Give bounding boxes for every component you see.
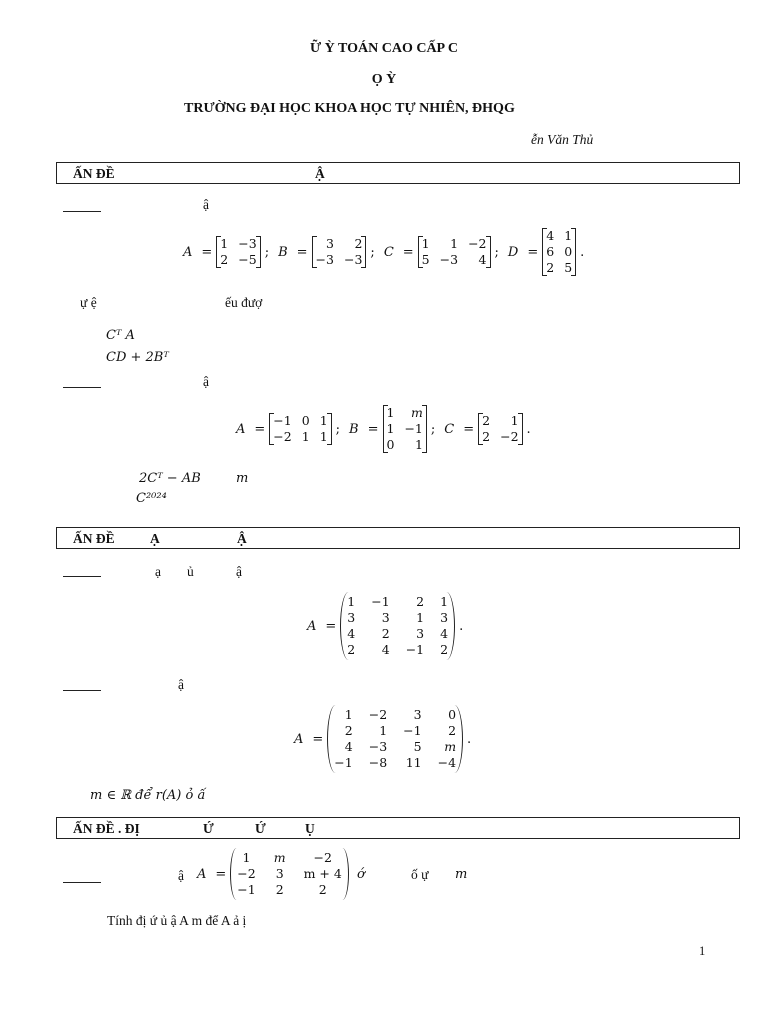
- item-ex2-1: 2Cᵀ − AB: [139, 471, 201, 486]
- section-header-2: [56, 527, 740, 549]
- exercise-underline: [63, 211, 101, 212]
- ex5-after-a: ớ: [357, 867, 365, 882]
- matrix-B: 3 2 −3 −3: [312, 236, 367, 268]
- exercise-underline: [63, 690, 101, 691]
- section-header-3: [56, 817, 740, 839]
- matrix-B: 1 m 1 −1 0 1: [383, 405, 427, 453]
- exercise-intro: ậ: [203, 197, 209, 212]
- matrix-A: −1 0 1 −2 1 1: [269, 413, 331, 445]
- task-text-a: ự ệ: [80, 295, 97, 310]
- item-ex2-1-m: m: [236, 471, 249, 486]
- exercise-intro: ậ: [203, 374, 209, 389]
- matrix-A: 1 −1 2 1 3 3 1 3 4 2 3 4 2 4 −1 2: [340, 592, 455, 660]
- ex5-after-m: m: [455, 867, 468, 882]
- exercise-intro: ậ: [178, 868, 184, 883]
- section-header-1: [56, 162, 740, 184]
- matrix-D: 4 1 6 0 2 5: [542, 228, 576, 276]
- exercise-intro-c: ậ: [236, 564, 242, 579]
- page-number: 1: [699, 944, 706, 958]
- item-ex1-2: CD + 2Bᵀ: [106, 350, 169, 365]
- matrix-row-ex3: A = 1 −1 2 1 3 3 1 3 4 2 3 4 2 4 −1 2 .: [307, 592, 467, 660]
- exercise-intro: ậ: [178, 677, 184, 692]
- matrix-C: 1 1 −2 5 −3 4: [418, 236, 491, 268]
- exercise-intro-a: ạ: [155, 564, 161, 579]
- task-ex5: Tính đị ứ ủ ậ A m để A ả ị: [107, 913, 247, 928]
- matrix-A: 1 −2 3 0 2 1 −1 2 4 −3 5 m −1 −8 11 −4: [327, 705, 463, 773]
- section-label-3: Ậ: [237, 531, 247, 546]
- section-label-4: Ụ: [305, 821, 315, 836]
- doc-title: Ữ Ỳ TOÁN CAO CẤP C: [310, 41, 458, 56]
- matrix-row-ex1: A = 1 −3 2 −5 ; B = 3 2 −3 −3 ; C = 1 1 −2 5 −3 4 ; D = 4 1 6 0 2 5 .: [183, 228, 585, 275]
- section-label-3: Ứ: [255, 821, 266, 836]
- item-ex1-1: Cᵀ A: [106, 328, 135, 343]
- section-label: ẤN ĐỀ . ĐỊ: [73, 821, 140, 836]
- matrix-A: 1 −3 2 −5: [216, 236, 260, 268]
- exercise-intro-b: ủ: [187, 564, 194, 579]
- matrix-row-ex2: A = −1 0 1 −2 1 1 ; B = 1 m 1 −1 0 1 ; C = 2 1 2 −2 .: [236, 405, 531, 452]
- exercise-underline: [63, 882, 101, 883]
- section-label: ẤN ĐỀ: [73, 166, 115, 181]
- matrix-row-ex4: A = 1 −2 3 0 2 1 −1 2 4 −3 5 m −1 −8 11 −4 .: [294, 705, 475, 773]
- item-ex2-2: C²⁰²⁴: [136, 491, 167, 506]
- doc-subtitle: Ọ Ỳ: [371, 72, 397, 87]
- university-name: TRƯỜNG ĐẠI HỌC KHOA HỌC TỰ NHIÊN, ĐHQG: [184, 101, 515, 116]
- task-ex4: m ∈ ℝ để r(A) ỏ ấ: [90, 788, 206, 803]
- matrix-row-ex5: A = 1 m −2 −2 3 m + 4 −1 2 2: [197, 848, 349, 900]
- matrix-C: 2 1 2 −2: [478, 413, 522, 445]
- exercise-underline: [63, 576, 101, 577]
- matrix-A: 1 m −2 −2 3 m + 4 −1 2 2: [230, 848, 349, 900]
- author-name: ễn Văn Thủ: [531, 132, 594, 147]
- section-label-2: Ứ: [203, 821, 214, 836]
- section-label-2: Ậ: [315, 166, 325, 181]
- section-label-2: Ạ: [150, 531, 160, 546]
- section-label: ẤN ĐỀ: [73, 531, 115, 546]
- exercise-underline: [63, 387, 101, 388]
- task-text-b: ếu đượ: [225, 295, 263, 310]
- ex5-after-b: ố ự: [411, 867, 429, 882]
